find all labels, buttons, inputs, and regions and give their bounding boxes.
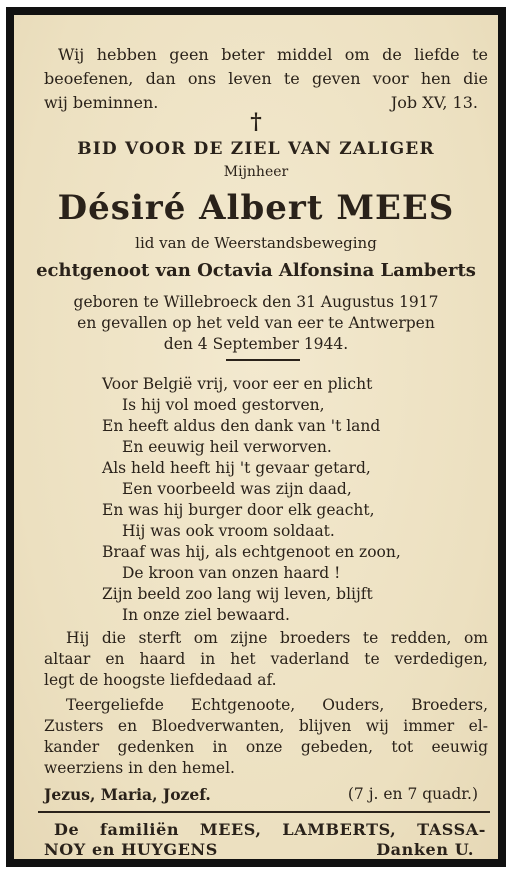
poem-line: De kroon van onzen haard ! <box>122 564 341 582</box>
families-line: NOY en HUYGENS <box>44 840 218 859</box>
poem-line: Hij was ook vroom soldaat. <box>122 522 335 540</box>
birth-line: geboren te Willebroeck den 31 Augustus 1917 <box>73 293 439 311</box>
memorial-card <box>14 15 498 859</box>
quote-line: Wij hebben geen beter middel om de liefde te <box>58 45 488 64</box>
poem-line: Zijn beeld zoo lang wij leven, blijft <box>102 585 373 603</box>
paragraph-line: kander gedenken in onze gebeden, tot eeuwig <box>44 738 488 756</box>
divider <box>226 359 300 361</box>
closing-prayer: Jezus, Maria, Jozef. <box>44 785 211 804</box>
indulgence-note: (7 j. en 7 quadr.) <box>347 785 478 803</box>
poem-line: Braaf was hij, als echtgenoot en zoon, <box>102 543 401 561</box>
paragraph-line: Zusters en Bloedverwanten, blijven wij immer el- <box>44 717 488 735</box>
poem-line: In onze ziel bewaard. <box>122 606 290 624</box>
quote-source: Job XV, 13. <box>390 93 478 112</box>
honorific: Mijnheer <box>223 164 289 180</box>
paragraph-line: Hij die sterft om zijne broeders te redden, om <box>66 629 488 647</box>
deceased-name: Désiré Albert MEES <box>57 188 455 228</box>
families-line: De familiën MEES, LAMBERTS, TASSA- <box>54 820 486 839</box>
cross-symbol: † <box>250 109 262 135</box>
poem-line: Voor België vrij, voor eer en plicht <box>102 375 373 393</box>
poem-line: En eeuwig heil verworven. <box>122 438 332 456</box>
poem-line: Is hij vol moed gestorven, <box>122 396 325 414</box>
heading: BID VOOR DE ZIEL VAN ZALIGER <box>77 139 435 159</box>
spouse-line: echtgenoot van Octavia Alfonsina Lamberts <box>36 260 476 281</box>
death-date: den 4 September 1944. <box>163 335 349 353</box>
paragraph-line: legt de hoogste liefdedaad af. <box>44 671 277 689</box>
card-frame <box>6 7 506 867</box>
death-line: en gevallen op het veld van eer te Antwerpen <box>77 314 435 332</box>
paragraph-line: Teergeliefde Echtgenoote, Ouders, Broeders, <box>66 696 488 714</box>
paragraph-line: altaar en haard in het vaderland te verdedigen, <box>44 650 488 668</box>
bottom-divider <box>38 811 490 813</box>
poem-line: Een voorbeeld was zijn daad, <box>122 480 352 498</box>
paragraph-line: weerziens in den hemel. <box>44 759 235 777</box>
poem-line: En heeft aldus den dank van 't land <box>102 417 381 435</box>
poem-line: Als held heeft hij 't gevaar getard, <box>102 459 371 477</box>
quote-line: wij beminnen. <box>44 93 159 112</box>
poem-line: En was hij burger door elk geacht, <box>102 501 375 519</box>
quote-line: beoefenen, dan ons leven te geven voor hen die <box>44 69 488 88</box>
thanks: Danken U. <box>376 840 474 859</box>
membership: lid van de Weerstandsbeweging <box>135 234 377 252</box>
